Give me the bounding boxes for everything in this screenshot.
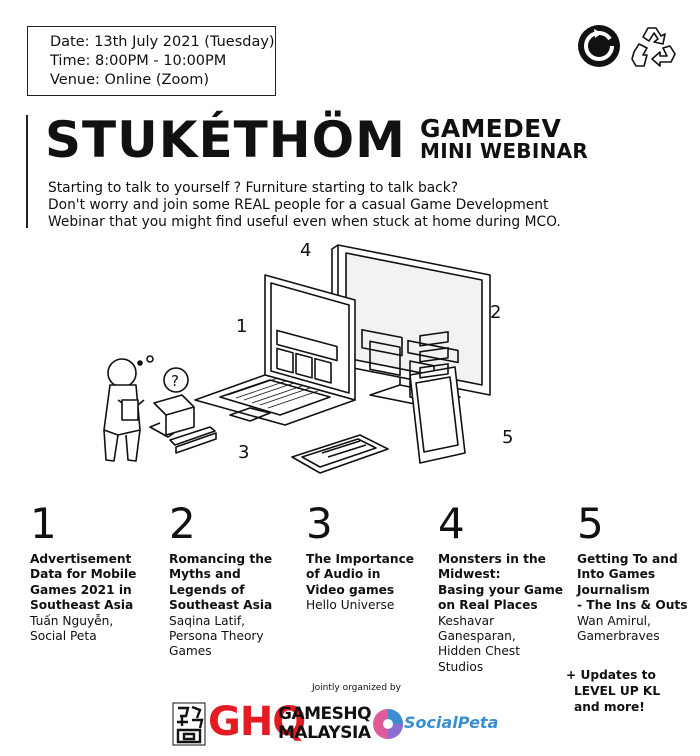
intro-line-2: Don't worry and join some REAL people for a casual Game Development	[48, 197, 549, 213]
speaker-block-5	[577, 500, 697, 644]
gameshq-line-2: MALAYSIA	[278, 723, 371, 743]
intro-text	[48, 180, 608, 231]
updates-line-1: + Updates to	[566, 668, 656, 682]
speaker-number: 2	[169, 499, 196, 548]
page-title: STUKÉTHÖM	[45, 111, 406, 169]
socialpeta-logo-icon	[372, 708, 404, 744]
speaker-line: Games	[169, 644, 212, 659]
talk-title-line: Journalism	[577, 582, 650, 597]
speaker-line: Tuấn Nguyễn,	[30, 613, 114, 628]
talk-title-line: Video games	[306, 582, 395, 597]
speaker-line: Hello Universe	[306, 598, 395, 613]
talk-title-line: Games 2021 in	[30, 582, 132, 597]
speaker-number: 5	[577, 499, 604, 548]
talk-title-line: Data for Mobile	[30, 567, 137, 582]
talk-title-line: Midwest:	[438, 567, 501, 582]
talk-title-line: Southeast Asia	[30, 598, 134, 613]
event-info-box	[27, 26, 276, 96]
speaker-block-2	[169, 500, 299, 660]
speaker-line: Studios	[438, 659, 484, 674]
subtitle-line-1: GAMEDEV	[420, 114, 562, 143]
speaker-line: Saqina Latif,	[169, 613, 245, 628]
speaker-block-3	[306, 500, 436, 614]
talk-title-line: on Real Places	[438, 598, 538, 613]
talk-title-line: of Audio in	[306, 567, 381, 582]
updates-line-3: and more!	[574, 700, 645, 714]
page-subtitle	[420, 114, 589, 163]
talk-title-line: Advertisement	[30, 552, 132, 566]
gameshq-malaysia-logo	[278, 705, 371, 743]
gameshq-line-1: GAMESHQ	[278, 704, 372, 724]
event-time: Time: 8:00PM - 10:00PM	[50, 53, 227, 69]
talk-title-line: Basing your Game	[438, 582, 564, 597]
illus-label-3: 3	[238, 442, 250, 463]
illus-label-2: 2	[490, 302, 502, 323]
speaker-line: Keshavar	[438, 613, 495, 628]
devices-illustration	[70, 235, 530, 489]
svg-text:?: ?	[171, 372, 179, 390]
illus-label-1: 1	[236, 316, 248, 337]
title-rule	[26, 115, 28, 228]
intro-line-3: Webinar that you might find useful even when stuck at home during MCO.	[48, 214, 561, 230]
green-dot-icon	[577, 24, 621, 72]
calligraphy-logo-icon	[172, 702, 206, 750]
speaker-number: 1	[30, 499, 57, 548]
socialpeta-logo-text: SocialPeta	[404, 713, 499, 732]
speaker-block-1	[30, 500, 160, 644]
updates-note	[566, 667, 686, 715]
ghq-logo: GHQ	[208, 699, 306, 745]
illus-label-5: 5	[502, 427, 514, 448]
speaker-line: Hidden Chest	[438, 644, 520, 659]
talk-title-line: Monsters in the	[438, 552, 546, 566]
talk-title-line: Southeast Asia	[169, 598, 273, 613]
talk-title-line: The Importance	[306, 552, 415, 566]
talk-title-line: - The Ins & Outs	[577, 598, 688, 613]
jointly-organized-label: Jointly organized by	[312, 683, 401, 693]
talk-title-line: Myths and	[169, 567, 241, 582]
recycle-icon	[630, 24, 680, 74]
event-date: Date: 13th July 2021 (Tuesday)	[50, 34, 275, 50]
subtitle-line-2: MINI WEBINAR	[420, 139, 589, 163]
speaker-line: Wan Amirul,	[577, 613, 651, 628]
talk-title-line: Romancing the	[169, 552, 273, 566]
speaker-block-4	[438, 500, 568, 675]
updates-line-2: LEVEL UP KL	[574, 684, 661, 698]
intro-line-1: Starting to talk to yourself ? Furniture starting to talk back?	[48, 180, 459, 196]
speaker-number: 3	[306, 499, 333, 548]
speaker-line: Ganesparan,	[438, 629, 516, 644]
speaker-line: Gamerbraves	[577, 629, 660, 644]
illus-label-4: 4	[300, 240, 312, 261]
talk-title-line: Legends of	[169, 582, 245, 597]
event-venue: Venue: Online (Zoom)	[50, 72, 210, 88]
speaker-line: Persona Theory	[169, 629, 264, 644]
talk-title-line: Into Games	[577, 567, 656, 582]
speaker-line: Social Peta	[30, 629, 97, 644]
speaker-number: 4	[438, 499, 465, 548]
talk-title-line: Getting To and	[577, 552, 678, 566]
